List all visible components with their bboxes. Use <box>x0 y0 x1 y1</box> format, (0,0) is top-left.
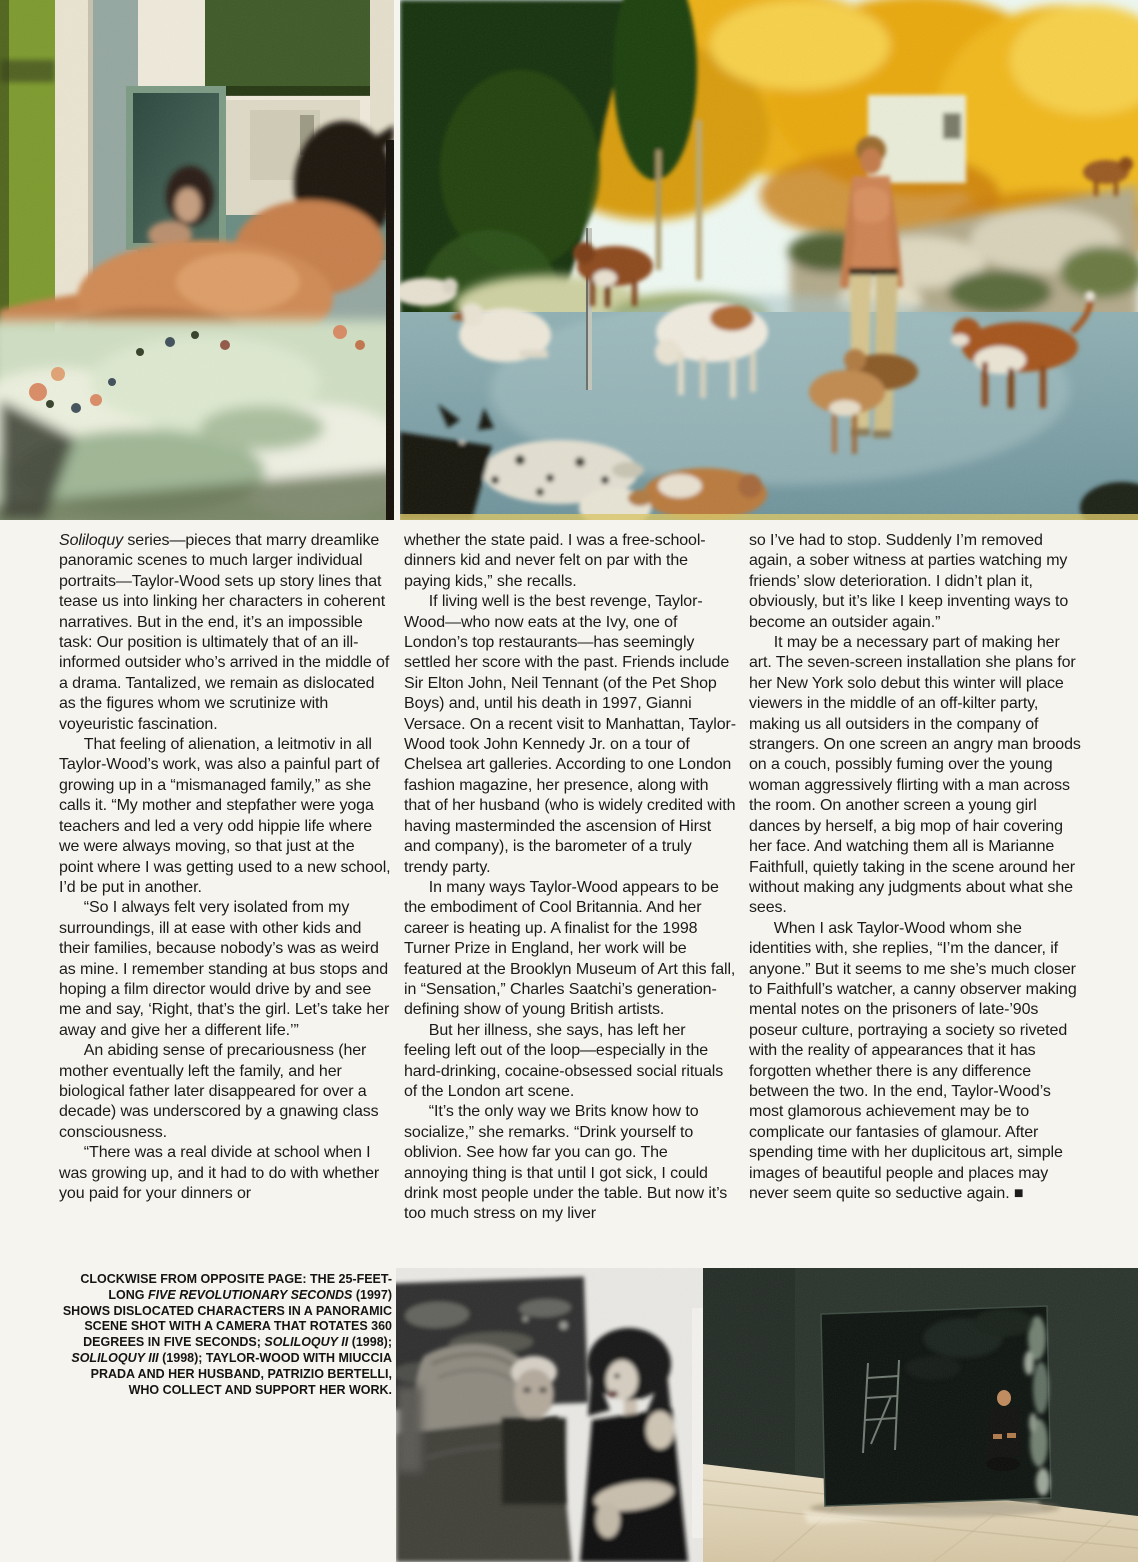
caption-text-segment: (1998); <box>348 1335 392 1350</box>
article-paragraph <box>404 531 736 592</box>
article-paragraph <box>404 1102 736 1224</box>
paragraph-text-segment: If living well is the best revenge, Taylor-Wood—who now eats at the Ivy, one of London’s top restaurants—has seemingly settled her score with the past. Friends include Sir Elton John, Neil Tennant (of the Pet Shop Boys) and, until his death in 1997, Gianni Versace. On a recent visit to Manhattan, Taylor-Wood took John Kennedy Jr. on a tour of Chelsea art galleries. According to one London fashion magazine, her presence, along with that of her husband (who is widely credited with having masterminded the ascension of Hirst and company), is the barometer of a truly trendy party. <box>404 593 736 876</box>
paragraph-text-segment: In many ways Taylor-Wood appears to be the embodiment of Cool Britannia. And her career is heating up. A finalist for the 1998 Turner Prize in England, her work will be featured at the Brooklyn Museum of Art this fall, in “Sensation,” Charles Saatchi’s generation-defining show of young British artists. <box>404 878 736 1019</box>
paragraph-text-segment: so I’ve had to stop. Suddenly I’m removed again, a sober witness at parties watching my friends’ slow deterioration. I didn’t plan it, obviously, but it’s like I keep inventing ways to become an outsider again.” <box>749 532 1069 631</box>
article-column-1 <box>59 531 391 1225</box>
caption-text-segment: (1998); TAYLOR-WOOD WITH MIUCCIA PRADA AND HER HUSBAND, PATRIZIO BERTELLI, WHO COLLECT AND SUPPORT HER WORK. <box>90 1350 392 1397</box>
paragraph-italic-segment: Soliloquy <box>59 532 124 549</box>
article-column-2 <box>404 531 736 1225</box>
article-paragraph <box>404 1021 736 1103</box>
article-paragraph <box>59 531 391 735</box>
paragraph-text-segment: whether the state paid. I was a free-school-dinners kid and never felt on par with the paying kids,” she recalls. <box>404 532 706 590</box>
article-paragraph <box>749 531 1081 633</box>
paragraph-text-segment: “There was a real divide at school when I was growing up, and it had to do with whether you paid for your dinners or <box>59 1144 380 1202</box>
paragraph-text-segment: “It’s the only way we Brits know how to socialize,” she remarks. “Drink yourself to oblivion. See how far you can go. The annoying thing is that until I got sick, I could drink most people under the table. But now it’s too much stress on my liver <box>404 1103 728 1223</box>
photo-man-with-dogs <box>400 0 1138 520</box>
article-paragraph <box>59 1143 391 1204</box>
article-paragraph <box>404 592 736 878</box>
paragraph-text-segment: It may be a necessary part of making her art. The seven-screen installation she plans for her New York solo debut this winter will place viewers in the middle of an off-kilter party, making us all outsiders in the company of strangers. On one screen an angry man broods on a couch, possibly fuming over the young woman aggressively flirting with a man across the room. On another screen a young girl dances by herself, a big mop of hair covering her face. And watching them all is Marianne Faithfull, quietly taking in the scene around her without making any judgments about what she sees. <box>749 634 1081 917</box>
paragraph-text-segment: An abiding sense of precariousness (her mother eventually left the family, and her biological father later disappeared for over a decade) was underscored by a gnawing class consciousness. <box>59 1042 379 1141</box>
article-paragraph <box>749 919 1081 1205</box>
caption-italic-segment: SOLILOQUY III <box>71 1350 159 1365</box>
photo-leaning-mirror <box>703 1268 1138 1562</box>
paragraph-text-segment: But her illness, she says, has left her feeling left out of the loop—especially in the hard-drinking, cocaine-obsessed social rituals of the London art scene. <box>404 1021 724 1100</box>
photo-caption <box>59 1272 392 1398</box>
article-paragraph <box>749 633 1081 919</box>
article-body <box>59 531 1081 1225</box>
photo-bedroom-soliloquy <box>0 0 394 520</box>
article-column-3 <box>749 531 1081 1225</box>
paragraph-text-segment: series—pieces that marry dreamlike panoramic scenes to much larger individual portraits—Taylor-Wood sets up story lines that tease us into linking her characters in coherent narratives. But in the end, it’s an impossible task: Our position is ultimately that of an ill-informed outsider who’s arrived in the middle of a drama. Tantalized, we remain as dislocated as the figures whom we scrutinize with voyeuristic fascination. <box>59 532 390 733</box>
paragraph-text-segment: That feeling of alienation, a leitmotiv in all Taylor-Wood’s work, was also a painful part of growing up in a “mismanaged family,” as she calls it. “My mother and stepfather were yoga teachers and led a very odd hippie life where we were always moving, so that just at the point where I was getting used to a new school, I’d be put in another. <box>59 736 391 896</box>
article-paragraph <box>404 878 736 1021</box>
article-paragraph <box>59 1041 391 1143</box>
caption-italic-segment: FIVE REVOLUTIONARY SECONDS <box>147 1287 353 1302</box>
caption-text-segment: (1997) SHOWS DISLOCATED CHARACTERS IN A PANORAMIC SCENE SHOT WITH A CAMERA THAT ROTATES 360 DEGREES IN FIVE SECONDS; <box>62 1287 392 1350</box>
article-paragraph <box>59 735 391 898</box>
caption-italic-segment: SOLILOQUY II <box>264 1335 349 1350</box>
photo-gallery-event <box>396 1268 703 1562</box>
caption-text-segment: CLOCKWISE FROM OPPOSITE PAGE: THE 25-FEET-LONG <box>80 1272 392 1302</box>
article-paragraph <box>59 898 391 1041</box>
paragraph-text-segment: “So I always felt very isolated from my surroundings, ill at ease with other kids and their families, because nobody’s was as weird as mine. I remember standing at bus stops and hoping a film director would drive by and see me and say, ‘Right, that’s the girl. Let’s take her away and give her a different life.’” <box>59 899 390 1039</box>
paragraph-text-segment: When I ask Taylor-Wood whom she identities with, she replies, “I’m the dancer, if anyone.” But it seems to me she’s much closer to Faithfull’s watcher, a canny observer making mental notes on the prisoners of late-’90s poseur culture, portraying a society so riveted with the reality of appearances that it has forgotten whether there is any difference between the two. In the end, Taylor-Wood’s most glamorous achievement may be to complicate our fantasies of glamour. After spending time with her duplicitous art, simple images of beautiful people and places may never seem quite so seductive again. ■ <box>749 919 1077 1202</box>
